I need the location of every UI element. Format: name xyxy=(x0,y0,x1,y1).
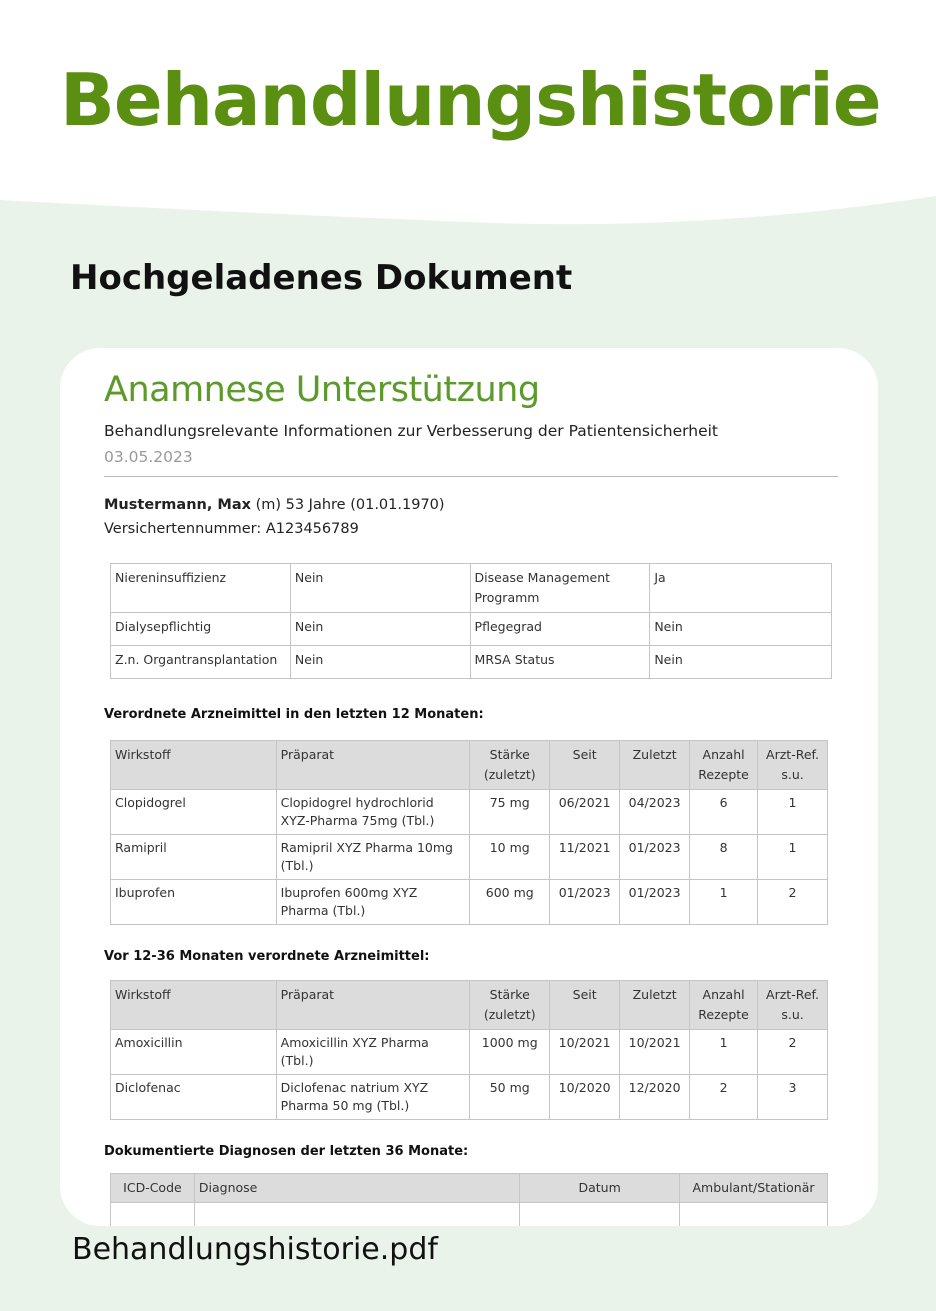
page-title: Behandlungshistorie xyxy=(60,58,881,142)
med36-heading: Vor 12-36 Monaten verordnete Arzneimittel: xyxy=(104,949,430,964)
table-cell: 1000 mg xyxy=(470,1030,550,1075)
table-cell: Ramipril xyxy=(111,835,277,880)
column-header: Präparat xyxy=(276,981,470,1030)
table-cell: Nein xyxy=(650,613,832,646)
column-header: ICD-Code xyxy=(111,1174,195,1203)
table-row xyxy=(111,1075,828,1120)
table-cell: 11/2021 xyxy=(550,835,620,880)
document-date: 03.05.2023 xyxy=(104,448,193,466)
table-cell: Clopidogrel xyxy=(111,790,277,835)
column-header: Zuletzt xyxy=(620,981,690,1030)
table-cell: Diclofenac xyxy=(111,1075,277,1120)
table-row xyxy=(111,790,828,835)
file-name: Behandlungshistorie.pdf xyxy=(72,1232,438,1267)
column-header: Ambulant/Stationär xyxy=(680,1174,828,1203)
diag-table xyxy=(110,1173,828,1226)
table-row xyxy=(111,564,832,613)
table-cell: 01/2023 xyxy=(620,880,690,925)
column-header: Anzahl Rezepte xyxy=(690,981,758,1030)
table-cell xyxy=(680,1203,828,1227)
column-header: Präparat xyxy=(276,741,470,790)
table-row xyxy=(111,1203,828,1227)
table-cell xyxy=(520,1203,680,1227)
table-cell: Nein xyxy=(290,646,470,679)
table-cell: Ja xyxy=(650,564,832,613)
table-cell: 04/2023 xyxy=(620,790,690,835)
column-header: Arzt-Ref. s.u. xyxy=(758,741,828,790)
table-cell: MRSA Status xyxy=(470,646,650,679)
table-cell: 01/2023 xyxy=(620,835,690,880)
table-cell: Z.n. Organtransplantation xyxy=(111,646,291,679)
table-header-row xyxy=(111,981,828,1030)
column-header: Anzahl Rezepte xyxy=(690,741,758,790)
med12-heading: Verordnete Arzneimittel in den letzten 12 Monaten: xyxy=(104,707,484,722)
table-cell: 75 mg xyxy=(470,790,550,835)
table-cell: 3 xyxy=(758,1075,828,1120)
table-cell: Ibuprofen 600mg XYZ Pharma (Tbl.) xyxy=(276,880,470,925)
table-cell: Pflegegrad xyxy=(470,613,650,646)
table-cell: 2 xyxy=(758,880,828,925)
table-cell: 2 xyxy=(690,1075,758,1120)
table-cell xyxy=(111,1203,195,1227)
table-cell: 10/2021 xyxy=(550,1030,620,1075)
document-subtitle: Behandlungsrelevante Informationen zur Verbesserung der Patientensicherheit xyxy=(104,422,719,440)
table-cell: Disease Management Programm xyxy=(470,564,650,613)
insurance-number: Versichertennummer: A123456789 xyxy=(104,521,359,537)
table-cell: 06/2021 xyxy=(550,790,620,835)
table-cell: 10/2021 xyxy=(620,1030,690,1075)
table-cell: 1 xyxy=(690,1030,758,1075)
column-header: Stärke (zuletzt) xyxy=(470,741,550,790)
table-row xyxy=(111,613,832,646)
section-title: Hochgeladenes Dokument xyxy=(70,258,573,298)
patient-name: Mustermann, Max xyxy=(104,497,251,513)
table-cell: Nein xyxy=(650,646,832,679)
table-cell xyxy=(194,1203,519,1227)
table-cell: 50 mg xyxy=(470,1075,550,1120)
column-header: Zuletzt xyxy=(620,741,690,790)
patient-info-table xyxy=(110,563,832,679)
column-header: Wirkstoff xyxy=(111,981,277,1030)
table-cell: Ibuprofen xyxy=(111,880,277,925)
table-header-row xyxy=(111,741,828,790)
document-page xyxy=(104,370,838,1226)
column-header: Arzt-Ref. s.u. xyxy=(758,981,828,1030)
med12-table xyxy=(110,740,828,925)
table-cell: 2 xyxy=(758,1030,828,1075)
table-cell: Nein xyxy=(290,564,470,613)
table-cell: 1 xyxy=(758,790,828,835)
diag-heading: Dokumentierte Diagnosen der letzten 36 Monate: xyxy=(104,1144,469,1159)
column-header: Datum xyxy=(520,1174,680,1203)
divider xyxy=(104,476,838,477)
document-preview-card[interactable] xyxy=(60,348,878,1226)
patient-details: (m) 53 Jahre (01.01.1970) xyxy=(255,497,445,513)
table-row xyxy=(111,880,828,925)
table-row xyxy=(111,835,828,880)
column-header: Seit xyxy=(550,741,620,790)
table-cell: Dialysepflichtig xyxy=(111,613,291,646)
table-cell: Clopidogrel hydrochlorid XYZ-Pharma 75mg (Tbl.) xyxy=(276,790,470,835)
table-row xyxy=(111,1030,828,1075)
table-cell: 1 xyxy=(690,880,758,925)
table-cell: Ramipril XYZ Pharma 10mg (Tbl.) xyxy=(276,835,470,880)
column-header: Stärke (zuletzt) xyxy=(470,981,550,1030)
table-cell: Diclofenac natrium XYZ Pharma 50 mg (Tbl.) xyxy=(276,1075,470,1120)
document-title: Anamnese Unterstützung xyxy=(104,370,540,410)
table-cell: Amoxicillin XYZ Pharma (Tbl.) xyxy=(276,1030,470,1075)
column-header: Diagnose xyxy=(194,1174,519,1203)
table-cell: 10 mg xyxy=(470,835,550,880)
patient-line xyxy=(104,497,838,513)
table-cell: Niereninsuffizienz xyxy=(111,564,291,613)
column-header: Wirkstoff xyxy=(111,741,277,790)
table-cell: 10/2020 xyxy=(550,1075,620,1120)
table-cell: 8 xyxy=(690,835,758,880)
table-cell: Amoxicillin xyxy=(111,1030,277,1075)
column-header: Seit xyxy=(550,981,620,1030)
table-cell: 01/2023 xyxy=(550,880,620,925)
table-cell: Nein xyxy=(290,613,470,646)
table-cell: 6 xyxy=(690,790,758,835)
table-cell: 600 mg xyxy=(470,880,550,925)
table-row xyxy=(111,646,832,679)
table-header-row xyxy=(111,1174,828,1203)
med36-table xyxy=(110,980,828,1120)
table-cell: 12/2020 xyxy=(620,1075,690,1120)
table-cell: 1 xyxy=(758,835,828,880)
